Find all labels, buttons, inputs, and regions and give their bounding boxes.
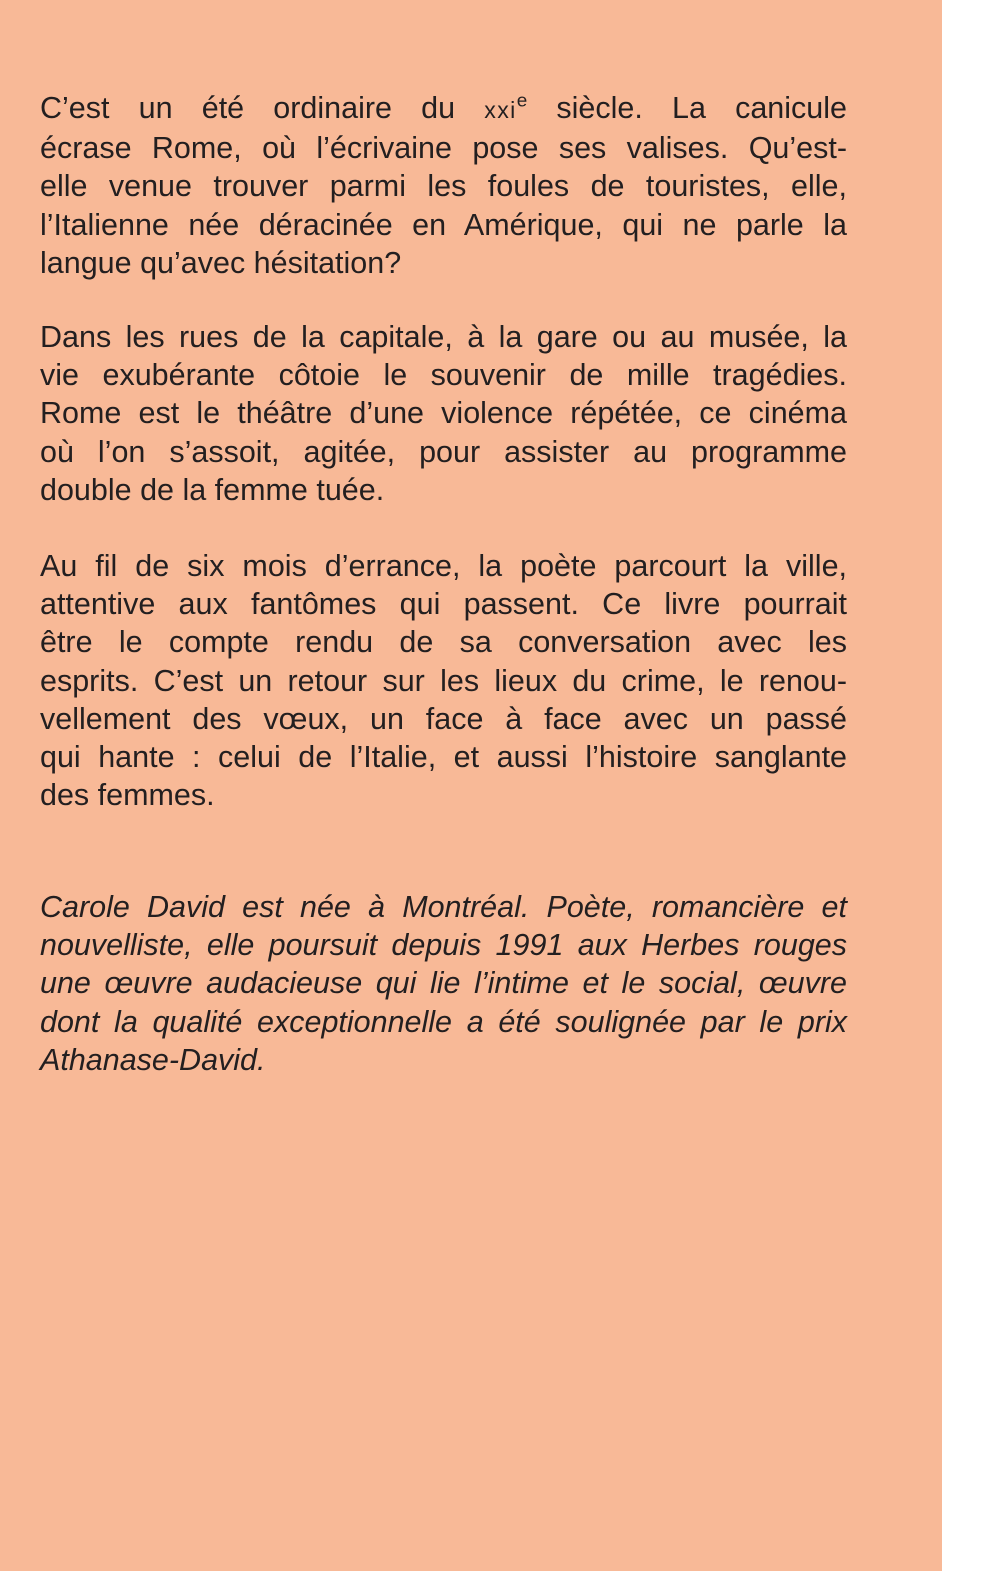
paragraph-line: être le compte rendu de sa conversation avec les: [40, 625, 847, 660]
paragraph-line: [40, 89, 847, 129]
paragraph-line: attentive aux fantômes qui passent. Ce livre pourrait: [40, 587, 847, 622]
paragraph-line: où l’on s’assoit, agitée, pour assister au programme: [40, 434, 847, 469]
bio-line: Carole David est née à Montréal. Poète, romancière et: [40, 890, 847, 924]
bio-line: dont la qualité exceptionnelle a été soulignée par le prix: [40, 1004, 847, 1039]
paragraph-line: langue qu’avec hésitation?: [40, 245, 402, 280]
bio-line: une œuvre audacieuse qui lie l’intime et le social, œuvre: [40, 966, 847, 1001]
century-numeral: xxi: [484, 97, 517, 123]
summary-paragraph-1: [40, 89, 847, 282]
paragraph-line: qui hante : celui de l’Italie, et aussi l’histoire sanglante: [40, 740, 847, 775]
paragraph-line: Dans les rues de la capitale, à la gare ou au musée, la: [40, 320, 847, 354]
bio-line: Athanase-David.: [40, 1042, 266, 1077]
paragraph-line: écrase Rome, où l’écrivaine pose ses valises. Qu’est-: [40, 131, 847, 166]
summary-paragraph-3: [40, 547, 847, 814]
paragraph-line: l’Italienne née déracinée en Amérique, qui ne parle la: [40, 207, 847, 242]
paragraph-line: des femmes.: [40, 778, 215, 813]
paragraph-line: elle venue trouver parmi les foules de touristes, elle,: [40, 169, 847, 204]
paragraph-line: vellement des vœux, un face à face avec un passé: [40, 701, 847, 736]
paragraph-line: double de la femme tuée.: [40, 472, 385, 507]
paragraph-line: Rome est le théâtre d’une violence répétée, ce cinéma: [40, 396, 847, 431]
paragraph-line: esprits. C’est un retour sur les lieux du crime, le renou-: [40, 663, 847, 698]
century-suffix: e: [516, 90, 528, 112]
author-bio: [40, 888, 847, 1079]
paragraph-line: Au fil de six mois d’errance, la poète parcourt la ville,: [40, 549, 847, 583]
paragraph-line-end: siècle. La canicule: [527, 91, 847, 125]
bio-line: nouvelliste, elle poursuit depuis 1991 aux Herbes rouges: [40, 928, 847, 963]
paragraph-line: vie exubérante côtoie le souvenir de mille tragédies.: [40, 358, 847, 393]
paragraph-line-start: C’est un été ordinaire du: [40, 91, 485, 125]
summary-paragraph-2: [40, 318, 847, 509]
